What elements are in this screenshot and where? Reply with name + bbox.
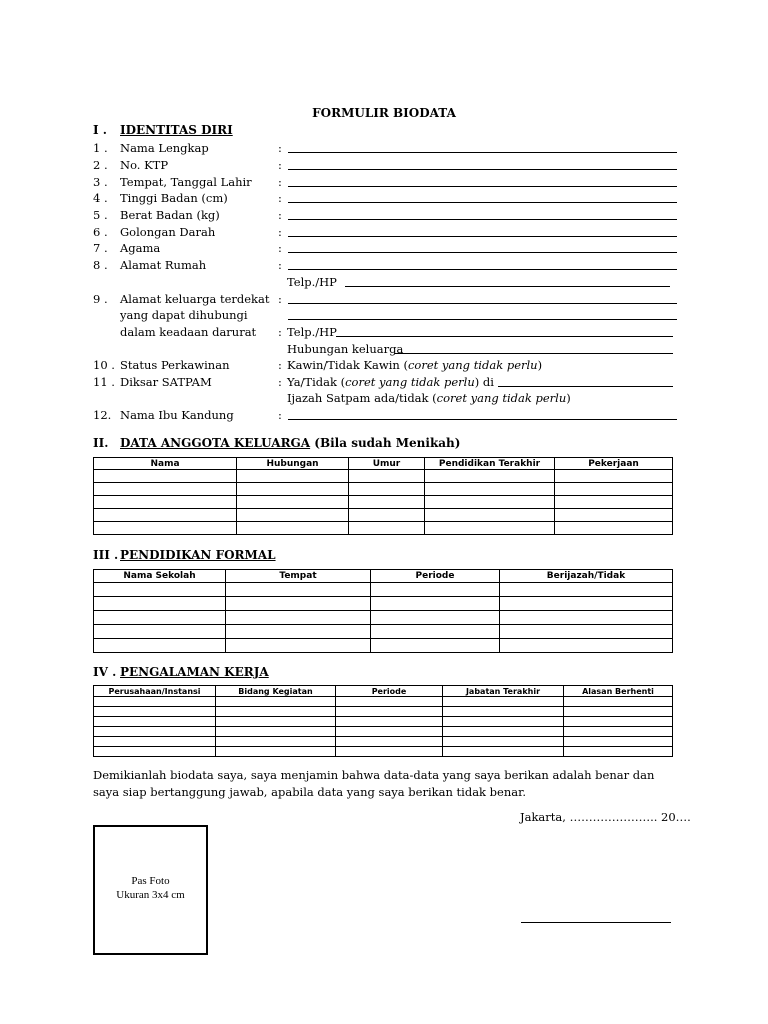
table-cell[interactable] (216, 717, 336, 727)
table-pendidikan-formal (93, 569, 673, 653)
field-number: 8 . (93, 258, 108, 272)
section-number: III . (93, 548, 119, 562)
col-header-berijazah: Berijazah/Tidak (500, 570, 673, 583)
field-input-line[interactable] (288, 252, 677, 253)
field-number: 3 . (93, 175, 108, 189)
table-cell[interactable] (443, 727, 564, 737)
section-title: DATA ANGGOTA KELUARGA (120, 436, 311, 450)
table-cell[interactable] (349, 522, 425, 535)
table-cell[interactable] (555, 522, 673, 535)
table-cell[interactable] (216, 707, 336, 717)
field-colon: : (278, 258, 282, 272)
field-colon: : (278, 408, 282, 422)
table-cell[interactable] (226, 639, 371, 653)
field-nama-lengkap (93, 140, 677, 156)
table-row (94, 717, 673, 727)
table-cell[interactable] (500, 597, 673, 611)
table-cell[interactable] (349, 483, 425, 496)
table-cell[interactable] (425, 470, 555, 483)
table-cell[interactable] (371, 611, 500, 625)
table-cell[interactable] (371, 639, 500, 653)
table-cell[interactable] (94, 483, 237, 496)
field-label: Agama (120, 241, 161, 255)
table-cell[interactable] (94, 639, 226, 653)
col-header-alasan: Alasan Berhenti (564, 686, 673, 697)
table-row (94, 625, 673, 639)
field-input-line[interactable] (288, 419, 677, 420)
table-cell[interactable] (555, 483, 673, 496)
field-input-line[interactable] (336, 336, 673, 337)
table-cell[interactable] (443, 747, 564, 757)
photo-box[interactable] (93, 825, 208, 955)
field-input-line[interactable] (288, 319, 677, 320)
field-value[interactable]: Ya/Tidak (coret yang tidak perlu) di (287, 375, 494, 389)
section-number: I . (93, 123, 107, 137)
table-cell[interactable] (94, 697, 216, 707)
section-pendidikan-header (93, 548, 276, 562)
table-cell[interactable] (226, 611, 371, 625)
table-cell[interactable] (237, 509, 349, 522)
section-title: PENGALAMAN KERJA (120, 665, 269, 679)
table-cell[interactable] (226, 583, 371, 597)
field-input-line[interactable] (288, 269, 677, 270)
col-header-nama: Nama (94, 458, 237, 470)
signature-line[interactable] (521, 922, 671, 923)
section-title: PENDIDIKAN FORMAL (120, 548, 276, 562)
table-row (94, 727, 673, 737)
table-cell[interactable] (237, 470, 349, 483)
field-nama-ibu-kandung (93, 407, 677, 423)
table-header-row (94, 458, 673, 470)
table-cell[interactable] (349, 509, 425, 522)
field-number: 4 . (93, 191, 108, 205)
table-cell[interactable] (216, 727, 336, 737)
table-row (94, 697, 673, 707)
table-row (94, 509, 673, 522)
field-label: Status Perkawinan (120, 358, 230, 372)
table-anggota-keluarga (93, 457, 673, 535)
table-cell[interactable] (336, 707, 443, 717)
table-cell[interactable] (94, 737, 216, 747)
col-header-hubungan: Hubungan (237, 458, 349, 470)
table-row (94, 737, 673, 747)
field-label: Tinggi Badan (cm) (120, 191, 228, 205)
table-cell[interactable] (443, 717, 564, 727)
field-alamat-telp (93, 274, 677, 290)
table-cell[interactable] (94, 522, 237, 535)
field-input-line[interactable] (345, 286, 670, 287)
field-input-line[interactable] (288, 186, 677, 187)
col-header-bidang: Bidang Kegiatan (216, 686, 336, 697)
table-cell[interactable] (349, 470, 425, 483)
table-row (94, 611, 673, 625)
table-cell[interactable] (94, 707, 216, 717)
field-number: 1 . (93, 141, 108, 155)
table-cell[interactable] (500, 583, 673, 597)
table-cell[interactable] (555, 509, 673, 522)
field-number: 10 . (93, 358, 115, 372)
field-colon: : (278, 208, 282, 222)
table-cell[interactable] (216, 747, 336, 757)
field-input-line[interactable] (395, 353, 673, 354)
field-berat-badan (93, 207, 677, 223)
field-number: 7 . (93, 241, 108, 255)
photo-label-line2: Ukuran 3x4 cm (116, 889, 185, 901)
table-row (94, 597, 673, 611)
section-identitas-header (93, 123, 233, 137)
table-cell[interactable] (216, 697, 336, 707)
field-label: Berat Badan (kg) (120, 208, 220, 222)
field-ijazah-satpam (93, 390, 677, 406)
field-alamat-rumah (93, 257, 677, 273)
section-number: II. (93, 436, 109, 450)
field-keluarga-telp (93, 324, 677, 340)
table-cell[interactable] (94, 597, 226, 611)
field-colon: : (278, 241, 282, 255)
field-colon: : (278, 325, 282, 339)
col-header-tempat: Tempat (226, 570, 371, 583)
table-pengalaman-kerja (93, 685, 673, 757)
form-title: FORMULIR BIODATA (312, 106, 456, 120)
field-input-line[interactable] (498, 386, 673, 387)
table-cell[interactable] (443, 697, 564, 707)
table-cell[interactable] (226, 625, 371, 639)
field-colon: : (278, 225, 282, 239)
field-label: Alamat Rumah (120, 258, 207, 272)
section-keluarga-header (93, 436, 460, 450)
table-cell[interactable] (425, 496, 555, 509)
table-cell[interactable] (425, 522, 555, 535)
table-cell[interactable] (237, 496, 349, 509)
field-colon: : (278, 375, 282, 389)
table-cell[interactable] (94, 727, 216, 737)
field-input-line[interactable] (288, 303, 677, 304)
col-header-jabatan: Jabatan Terakhir (443, 686, 564, 697)
table-cell[interactable] (336, 747, 443, 757)
field-agama (93, 240, 677, 256)
field-input-line[interactable] (288, 219, 677, 220)
section-number: IV . (93, 665, 117, 679)
table-cell[interactable] (443, 707, 564, 717)
table-cell[interactable] (564, 747, 673, 757)
col-header-periode: Periode (371, 570, 500, 583)
field-colon: : (278, 175, 282, 189)
telp-label: Telp./HP (287, 275, 337, 289)
table-cell[interactable] (500, 639, 673, 653)
table-row (94, 583, 673, 597)
table-cell[interactable] (564, 707, 673, 717)
field-value[interactable]: Kawin/Tidak Kawin (coret yang tidak perlu) (287, 358, 543, 372)
col-header-periode: Periode (336, 686, 443, 697)
table-cell[interactable] (94, 611, 226, 625)
field-input-line[interactable] (288, 202, 677, 203)
field-tinggi-badan (93, 190, 677, 206)
table-cell[interactable] (564, 717, 673, 727)
field-colon: : (278, 292, 282, 306)
field-diksar-satpam (93, 374, 677, 390)
field-colon: : (278, 191, 282, 205)
table-cell[interactable] (94, 509, 237, 522)
field-label: dalam keadaan darurat (120, 325, 257, 339)
field-hubungan-keluarga (93, 341, 677, 357)
section-title: IDENTITAS DIRI (120, 123, 233, 137)
col-header-nama-sekolah: Nama Sekolah (94, 570, 226, 583)
field-label: yang dapat dihubungi (120, 308, 248, 322)
col-header-pendidikan: Pendidikan Terakhir (425, 458, 555, 470)
table-cell[interactable] (94, 583, 226, 597)
field-colon: : (278, 158, 282, 172)
field-status-perkawinan (93, 357, 677, 373)
field-input-line[interactable] (288, 169, 677, 170)
table-row (94, 707, 673, 717)
table-cell[interactable] (336, 697, 443, 707)
table-cell[interactable] (564, 727, 673, 737)
field-value[interactable]: Ijazah Satpam ada/tidak (coret yang tidak perlu) (287, 391, 571, 405)
col-header-pekerjaan: Pekerjaan (555, 458, 673, 470)
table-cell[interactable] (94, 717, 216, 727)
field-number: 5 . (93, 208, 108, 222)
section-pengalaman-header (93, 665, 269, 679)
field-number: 2 . (93, 158, 108, 172)
field-number: 6 . (93, 225, 108, 239)
table-cell[interactable] (500, 611, 673, 625)
field-input-line[interactable] (288, 236, 677, 237)
table-row (94, 470, 673, 483)
table-cell[interactable] (371, 625, 500, 639)
table-cell[interactable] (94, 496, 237, 509)
table-cell[interactable] (425, 483, 555, 496)
table-cell[interactable] (555, 496, 673, 509)
table-cell[interactable] (336, 737, 443, 747)
closing-statement: Demikianlah biodata saya, saya menjamin bahwa data-data yang saya berikan adalah benar dan saya siap bertanggung jawab, apabila data yang saya berikan tidak benar. (93, 768, 655, 799)
field-tempat-tanggal-lahir (93, 174, 677, 190)
table-cell[interactable] (564, 737, 673, 747)
table-cell[interactable] (425, 509, 555, 522)
field-colon: : (278, 358, 282, 372)
field-input-line[interactable] (288, 152, 677, 153)
table-cell[interactable] (94, 470, 237, 483)
table-cell[interactable] (336, 717, 443, 727)
field-label: Tempat, Tanggal Lahir (120, 175, 252, 189)
field-label: No. KTP (120, 158, 169, 172)
field-label: Nama Lengkap (120, 141, 209, 155)
table-cell[interactable] (500, 625, 673, 639)
table-cell[interactable] (443, 737, 564, 747)
field-colon: : (278, 141, 282, 155)
field-number: 12. (93, 408, 112, 422)
table-row (94, 747, 673, 757)
col-header-perusahaan: Perusahaan/Instansi (94, 686, 216, 697)
table-row (94, 483, 673, 496)
table-cell[interactable] (564, 697, 673, 707)
field-label: Alamat keluarga terdekat (120, 292, 270, 306)
table-cell[interactable] (226, 597, 371, 611)
field-number: 11 . (93, 375, 115, 389)
field-number: 9 . (93, 292, 108, 306)
table-header-row (94, 686, 673, 697)
field-label: Diksar SATPAM (120, 375, 212, 389)
table-cell[interactable] (94, 625, 226, 639)
table-row (94, 522, 673, 535)
field-alamat-keluarga-line2 (93, 307, 677, 323)
hubungan-label: Hubungan keluarga (287, 342, 404, 356)
field-alamat-keluarga (93, 291, 677, 307)
table-cell[interactable] (349, 496, 425, 509)
telp-label: Telp./HP (287, 325, 337, 339)
table-cell[interactable] (237, 483, 349, 496)
table-cell[interactable] (216, 737, 336, 747)
photo-label-line1: Pas Foto (131, 875, 170, 887)
section-subtitle: (Bila sudah Menikah) (314, 436, 461, 450)
table-cell[interactable] (371, 583, 500, 597)
field-golongan-darah (93, 224, 677, 240)
table-cell[interactable] (336, 727, 443, 737)
table-cell[interactable] (371, 597, 500, 611)
col-header-umur: Umur (349, 458, 425, 470)
field-label: Nama Ibu Kandung (120, 408, 234, 422)
table-cell[interactable] (94, 747, 216, 757)
table-row (94, 496, 673, 509)
table-cell[interactable] (237, 522, 349, 535)
table-cell[interactable] (555, 470, 673, 483)
city-date[interactable]: Jakarta, ………………….. 20…. (520, 810, 691, 824)
table-row (94, 639, 673, 653)
field-no-ktp (93, 157, 677, 173)
field-label: Golongan Darah (120, 225, 216, 239)
table-header-row (94, 570, 673, 583)
